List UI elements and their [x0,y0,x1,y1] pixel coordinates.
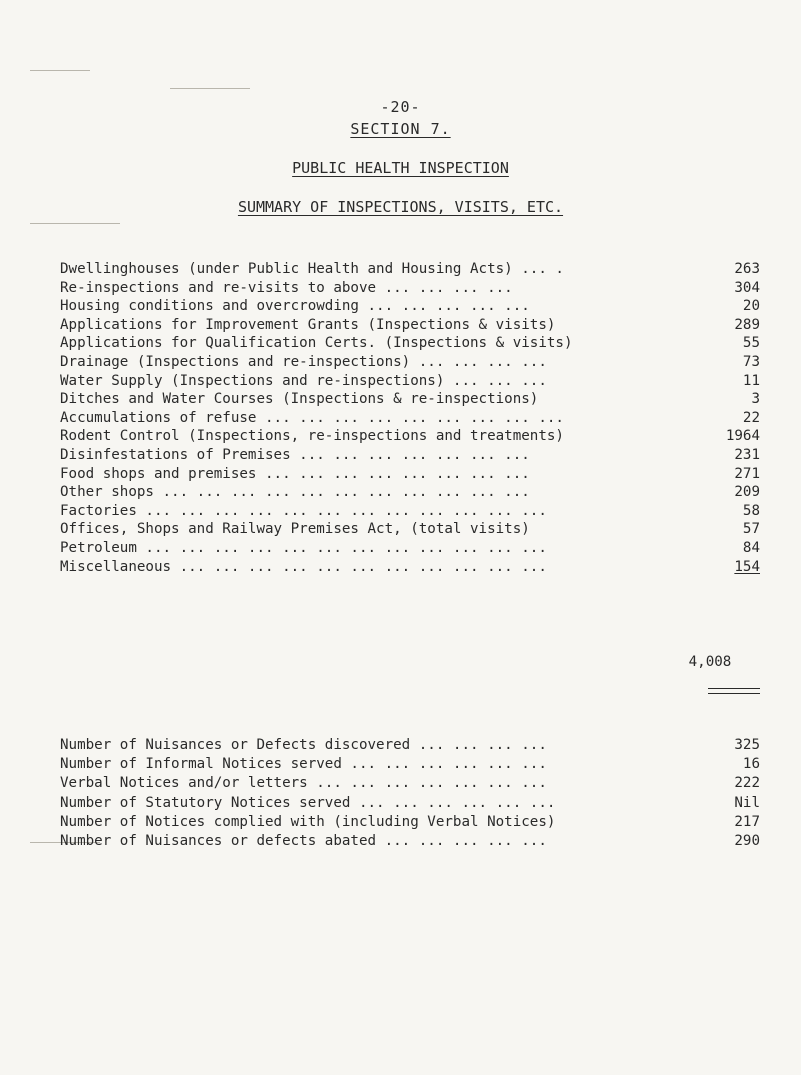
document-title: PUBLIC HEALTH INSPECTION [292,159,509,177]
list-item [60,483,760,502]
item-value: 289 [734,316,760,333]
item-label: Ditches and Water Courses (Inspections & re-inspections) [60,391,539,408]
item-label: Dwellinghouses (under Public Health and Housing Acts) ... . [60,261,564,277]
item-label: Petroleum ... ... ... ... ... ... ... ... ... ... ... ... [60,539,547,556]
item-label: Number of Notices complied with (including Verbal Notices) [60,813,556,830]
document-subtitle: SUMMARY OF INSPECTIONS, VISITS, ETC. [237,198,564,216]
item-value: 3 [751,391,760,408]
item-label: Applications for Qualification Certs. (Inspections & visits) [60,335,573,352]
total-value: 4,008 [688,654,732,670]
item-value: 325 [734,737,760,753]
item-label: Accumulations of refuse ... ... ... ... ... ... ... ... ... [60,409,564,426]
item-label: Disinfestations of Premises ... ... ... ... ... ... ... [60,446,530,463]
item-value: 73 [742,353,760,370]
item-value: 84 [742,539,760,556]
item-value: 263 [734,261,760,277]
item-label: Water Supply (Inspections and re-inspections) ... ... ... [60,372,547,389]
list-item [60,297,760,316]
item-label: Housing conditions and overcrowding ... ... ... ... ... [60,298,530,315]
list-item [60,774,760,793]
list-item [60,316,760,335]
scan-mark [30,223,120,224]
list-item [60,279,760,298]
list-item [60,390,760,409]
list-item [60,520,760,539]
item-value: 290 [734,832,760,849]
scan-mark [30,70,90,71]
item-value: 16 [742,756,760,773]
list-item [60,539,760,558]
item-label: Other shops ... ... ... ... ... ... ... ... ... ... ... [60,484,530,501]
item-label: Verbal Notices and/or letters ... ... ... ... ... ... ... [60,775,547,792]
item-value: 271 [734,465,760,482]
list-item [60,427,760,446]
list-item [60,736,760,755]
item-value: 58 [742,502,760,519]
scan-mark [170,88,250,89]
item-value: 231 [734,446,760,463]
page-number: -20- [380,98,421,116]
item-label: Food shops and premises ... ... ... ... ... ... ... ... [60,465,530,482]
list-item [60,558,760,577]
list-item [60,334,760,353]
item-value: 22 [742,409,760,426]
list-item [60,260,760,279]
list-item [60,755,760,774]
item-value: 57 [742,521,760,538]
list-item [60,372,760,391]
list-item [60,813,760,832]
list-item [60,502,760,521]
item-value: 11 [742,372,760,389]
item-value: 217 [734,813,760,830]
item-label: Offices, Shops and Railway Premises Act, (total visits) [60,521,530,538]
item-label: Number of Informal Notices served ... ... ... ... ... ... [60,756,547,773]
item-label: Number of Statutory Notices served ... ... ... ... ... ... [60,794,556,811]
notices-list [60,736,760,851]
list-item [60,794,760,813]
item-value: 209 [734,484,760,501]
list-item [60,446,760,465]
item-label: Factories ... ... ... ... ... ... ... ... ... ... ... ... [60,502,547,519]
item-label: Applications for Improvement Grants (Inspections & visits) [60,316,556,333]
item-label: Drainage (Inspections and re-inspections) ... ... ... ... [60,353,547,370]
list-item [60,465,760,484]
item-value: Nil [734,794,760,811]
item-value: 55 [742,335,760,352]
item-value: 154 [734,558,760,575]
list-item [60,353,760,372]
list-item [60,409,760,428]
item-label: Re-inspections and re-visits to above ... ... ... ... [60,279,513,296]
item-label: Rodent Control (Inspections, re-inspections and treatments) [60,428,564,445]
item-value: 1964 [725,428,760,445]
list-item [60,832,760,851]
item-value: 222 [734,775,760,792]
double-underline [708,688,760,694]
item-label: Number of Nuisances or Defects discovered ... ... ... ... [60,737,547,753]
item-label: Miscellaneous ... ... ... ... ... ... ... ... ... ... ... [60,558,547,575]
item-label: Number of Nuisances or defects abated ... ... ... ... ... [60,832,547,849]
section-heading: SECTION 7. [350,120,451,138]
inspections-list [60,260,760,576]
item-value: 304 [734,279,760,296]
item-value: 20 [742,298,760,315]
